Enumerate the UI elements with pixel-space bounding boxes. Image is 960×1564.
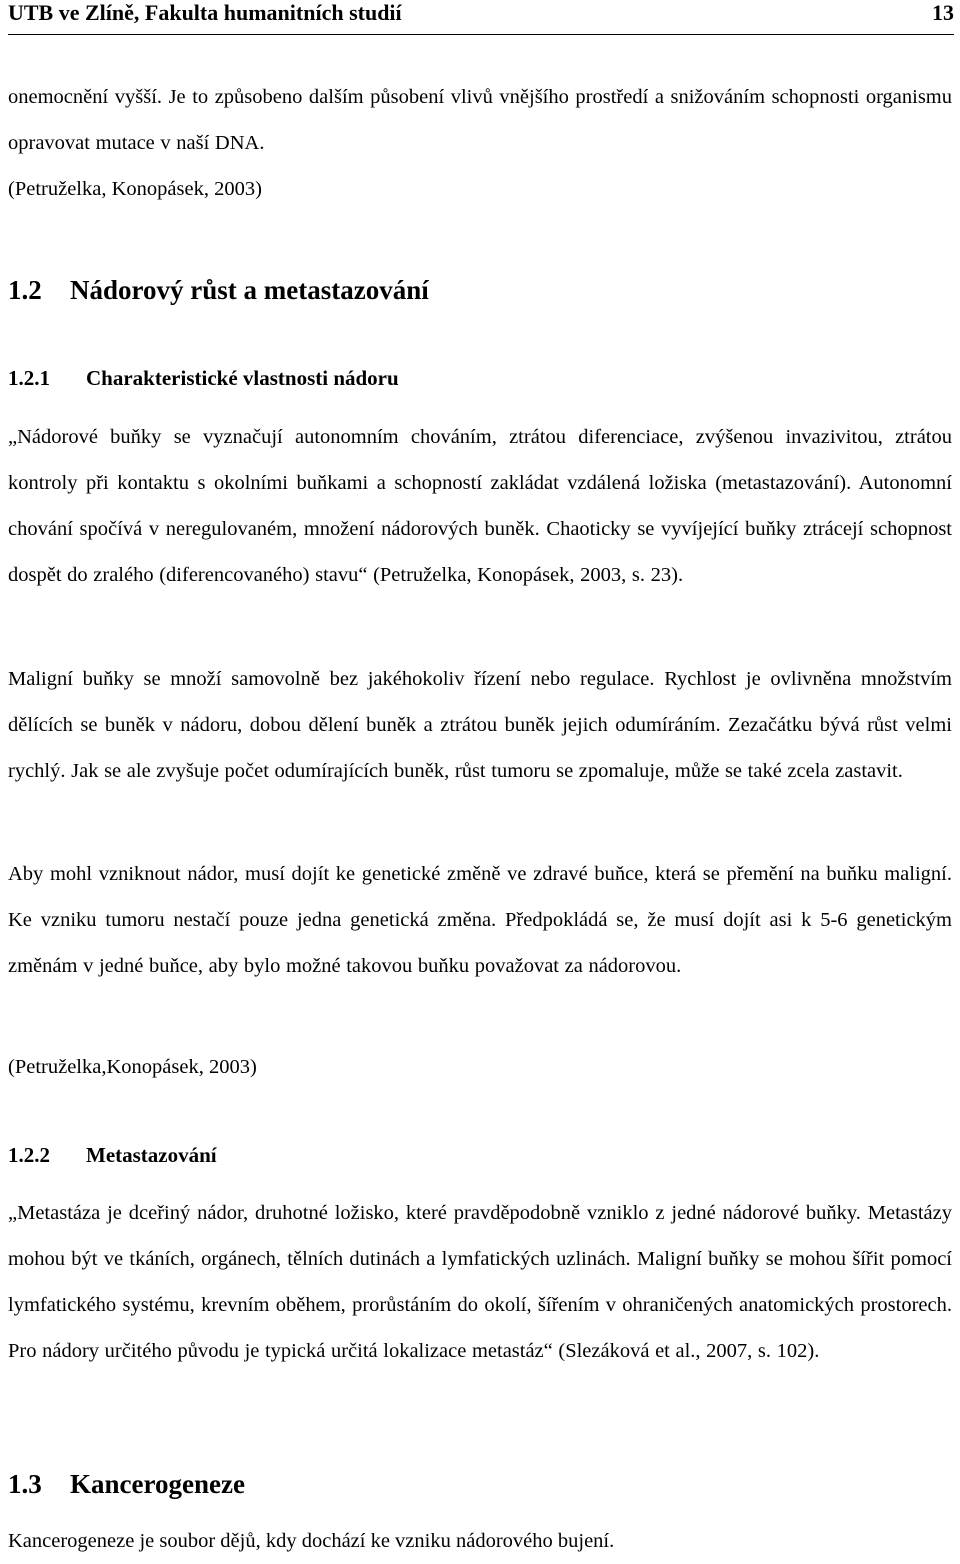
section-title: Kancerogeneze [70,1469,245,1499]
section-1-2-1-citation [8,1044,952,1090]
section-number: 1.2 [8,275,42,305]
section-1-2-1-body-3 [8,851,952,989]
section-number: 1.3 [8,1469,42,1499]
section-heading-1-2 [8,273,952,307]
section-heading-1-2-2 [8,1141,952,1169]
subsection-number: 1.2.1 [8,366,50,390]
body-paragraph: Aby mohl vzniknout nádor, musí dojít ke genetické změně ve zdravé buňce, která se přemění na buňku maligní. Ke vzniku tumoru nestačí pouze jedna genetická změna. Předpokládá se, že musí dojít asi k 5-6 genetickým změnám v jedné buňce, aby bylo možné takovou buňku považovat za nádorovou. [8,863,952,977]
subsection-title: Metastazování [86,1143,217,1167]
body-paragraph: „Metastáza je dceřiný nádor, druhotné ložisko, které pravděpodobně vzniklo z jedné nádorové buňky. Metastázy mohou být ve tkáních, orgánech, tělních dutinách a lymfatických uzlinách. Maligní buňky se mohou šířit pomocí lymfatického systému, krevním oběhem, prorůstáním do okolí, šířením v ohraničených anatomických prostorech. Pro nádory určitého původu je typická určitá lokalizace metastáz“ (Slezáková et al., 2007, s. 102). [8,1202,952,1362]
section-1-2-2-body [8,1190,952,1374]
section-heading-1-2-1 [8,364,952,392]
page-number: 13 [932,0,954,25]
intro-citation: (Petruželka, Konopásek, 2003) [8,178,262,200]
intro-block [8,74,952,212]
section-heading-1-3 [8,1467,952,1501]
section-title: Nádorový růst a metastazování [70,275,429,305]
section-1-2-1-body-2 [8,656,952,794]
body-paragraph: „Nádorové buňky se vyznačují autonomním chováním, ztrátou diferenciace, zvýšenou invazivitou, ztrátou kontroly při kontaktu s okolními buňkami a schopností zakládat vzdálená ložiska (metastazování). Autonomní chování spočívá v neregulovaném, množení nádorových buněk. Chaoticky se vyvíjející buňky ztrácejí schopnost dospět do zralého (diferencovaného) stavu“ (Petruželka, Konopásek, 2003, s. 23). [8,426,952,586]
subsection-number: 1.2.2 [8,1143,50,1167]
citation: (Petruželka,Konopásek, 2003) [8,1056,257,1078]
header-title: UTB ve Zlíně, Fakulta humanitních studií [8,0,402,25]
intro-paragraph: onemocnění vyšší. Je to způsobeno dalším působení vlivů vnějšího prostředí a snižováním schopnosti organismu opravovat mutace v naší DNA. [8,86,952,154]
body-paragraph: Maligní buňky se množí samovolně bez jakéhokoliv řízení nebo regulace. Rychlost je ovlivněna množstvím dělících se buněk v nádoru, dobou dělení buněk a ztrátou buněk jejich odumíráním. Zezačátku bývá růst velmi rychlý. Jak se ale zvyšuje počet odumírajících buněk, růst tumoru se zpomaluje, může se také zcela zastavit. [8,668,952,782]
section-1-3-body [8,1518,952,1564]
body-paragraph: Kancerogeneze je soubor dějů, kdy dochází ke vzniku nádorového bujení. [8,1530,615,1552]
page-header [8,0,954,35]
section-1-2-1-body [8,414,952,598]
subsection-title: Charakteristické vlastnosti nádoru [86,366,399,390]
